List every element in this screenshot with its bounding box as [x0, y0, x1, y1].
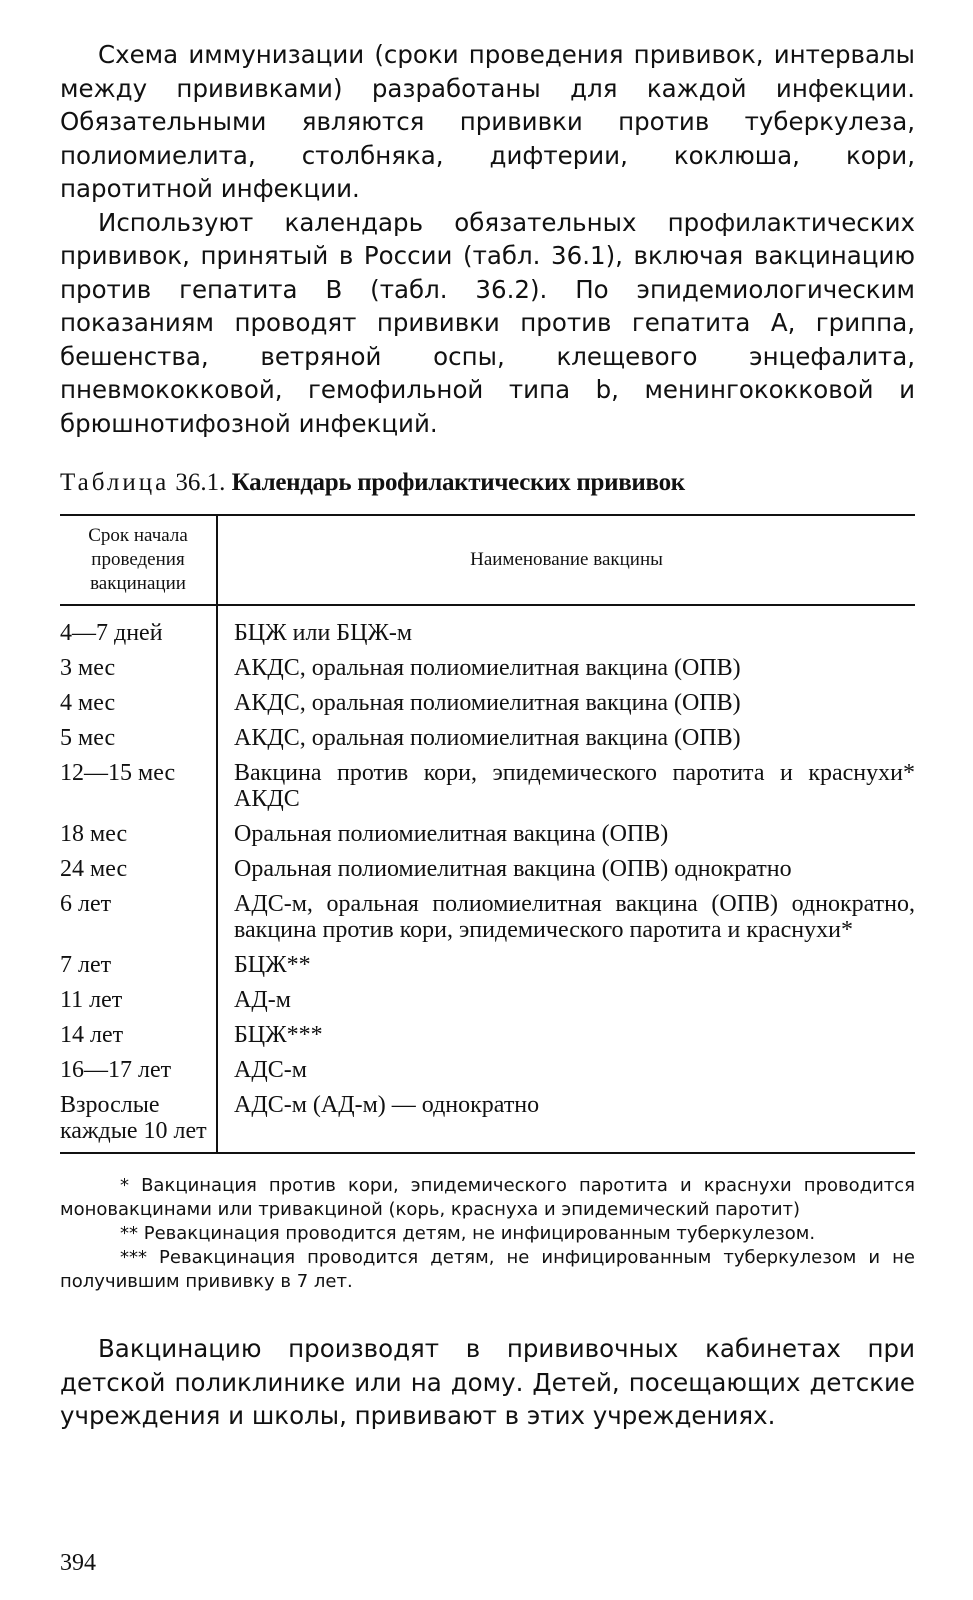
- row-vaccine: Вакцина против кори, эпидемического паротита и краснухи* АКДС: [234, 760, 915, 812]
- row-age: 12—15 мес: [60, 760, 217, 821]
- paragraph-vaccination-place: Вакцинацию производят в прививочных кабинетах при детской поликлинике или на дому. Детей, посещающих детские учреждения и школы, прививают в этих учреждениях.: [60, 1334, 915, 1430]
- table-caption-lead: Таблица: [60, 469, 170, 496]
- row-age: 14 лет: [60, 1022, 217, 1057]
- table-row: [60, 655, 915, 690]
- table-row: [60, 891, 915, 952]
- table-caption-number: 36.1.: [175, 469, 226, 496]
- row-vaccine: АД-м: [234, 987, 291, 1013]
- row-vaccine: Оральная полиомиелитная вакцина (ОПВ) однократно: [234, 856, 792, 882]
- row-vaccine: Оральная полиомиелитная вакцина (ОПВ): [234, 821, 669, 847]
- paragraph-vaccination-calendar: Используют календарь обязательных профилактических прививок, принятый в России (табл. 36.1), включая вакцинацию против гепатита В (табл. 36.2). По эпидемиологическим показаниям проводят прививки против гепатита А, гриппа, бешенства, ветряной оспы, клещевого энцефалита, пневмококковой, гемофильной типа b, менингококковой и брюшнотифозной инфекций.: [60, 207, 915, 438]
- table-row: [60, 725, 915, 760]
- row-vaccine: БЦЖ или БЦЖ-м: [234, 620, 413, 646]
- row-age: 16—17 лет: [60, 1057, 217, 1092]
- row-vaccine: АДС-м (АД-м) — однократно: [217, 1092, 915, 1153]
- header-age: Срок начала проведения вакцинации: [60, 515, 217, 605]
- table-caption-title: Календарь профилактических прививок: [231, 469, 685, 496]
- row-vaccine: БЦЖ***: [234, 1022, 323, 1048]
- row-age: 4 мес: [60, 690, 217, 725]
- row-vaccine: АКДС, оральная полиомиелитная вакцина (ОПВ): [234, 690, 741, 716]
- table-row: [60, 821, 915, 856]
- row-vaccine: АДС-м: [234, 1057, 307, 1083]
- table-row: [60, 1022, 915, 1057]
- footnote: ** Ревакцинация проводится детям, не инфицированным туберкулезом.: [120, 1223, 816, 1244]
- row-age: 4—7 дней: [60, 605, 217, 655]
- table-row: [60, 1092, 915, 1153]
- row-vaccine: БЦЖ**: [234, 952, 311, 978]
- row-vaccine: АКДС, оральная полиомиелитная вакцина (ОПВ): [234, 655, 741, 681]
- table-row: [60, 987, 915, 1022]
- row-age: 6 лет: [60, 891, 217, 952]
- table-row: [60, 760, 915, 821]
- table-row: [60, 1057, 915, 1092]
- row-age: 5 мес: [60, 725, 217, 760]
- table-row: [60, 605, 915, 655]
- row-age: 3 мес: [60, 655, 217, 690]
- row-vaccine: АДС-м, оральная полиомиелитная вакцина (ОПВ) однократно, вакцина против кори, эпидемического паротита и краснухи*: [234, 891, 915, 943]
- footnote: * Вакцинация против кори, эпидемического паротита и краснухи проводится моновакцинами или тривакциной (корь, краснуха и эпидемический паротит): [60, 1175, 915, 1220]
- table-row: [60, 952, 915, 987]
- footnote: *** Ревакцинация проводится детям, не инфицированным туберкулезом и не получившим прививку в 7 лет.: [60, 1247, 915, 1292]
- table-caption: [60, 468, 915, 498]
- row-age: 7 лет: [60, 952, 217, 987]
- table-row: [60, 690, 915, 725]
- vaccination-calendar-table: [60, 514, 915, 1154]
- header-vaccine: Наименование вакцины: [217, 515, 915, 605]
- table-header-row: [60, 515, 915, 605]
- row-age: 24 мес: [60, 856, 217, 891]
- row-age: 18 мес: [60, 821, 217, 856]
- table-footnotes: [60, 1174, 915, 1294]
- row-age: Взрослые каждые 10 лет: [60, 1092, 217, 1153]
- row-age: 11 лет: [60, 987, 217, 1022]
- table-row: [60, 856, 915, 891]
- row-vaccine: АКДС, оральная полиомиелитная вакцина (ОПВ): [234, 725, 741, 751]
- paragraph-immunization-scheme: Схема иммунизации (сроки проведения прививок, интервалы между прививками) разработаны для каждой инфекции. Обязательными являются прививки против туберкулеза, полиомиелита, столбняка, дифтерии, коклюша, кори, паротитной инфекции.: [60, 40, 915, 203]
- page-content: [60, 38, 915, 1433]
- page-number: 394: [60, 1550, 96, 1576]
